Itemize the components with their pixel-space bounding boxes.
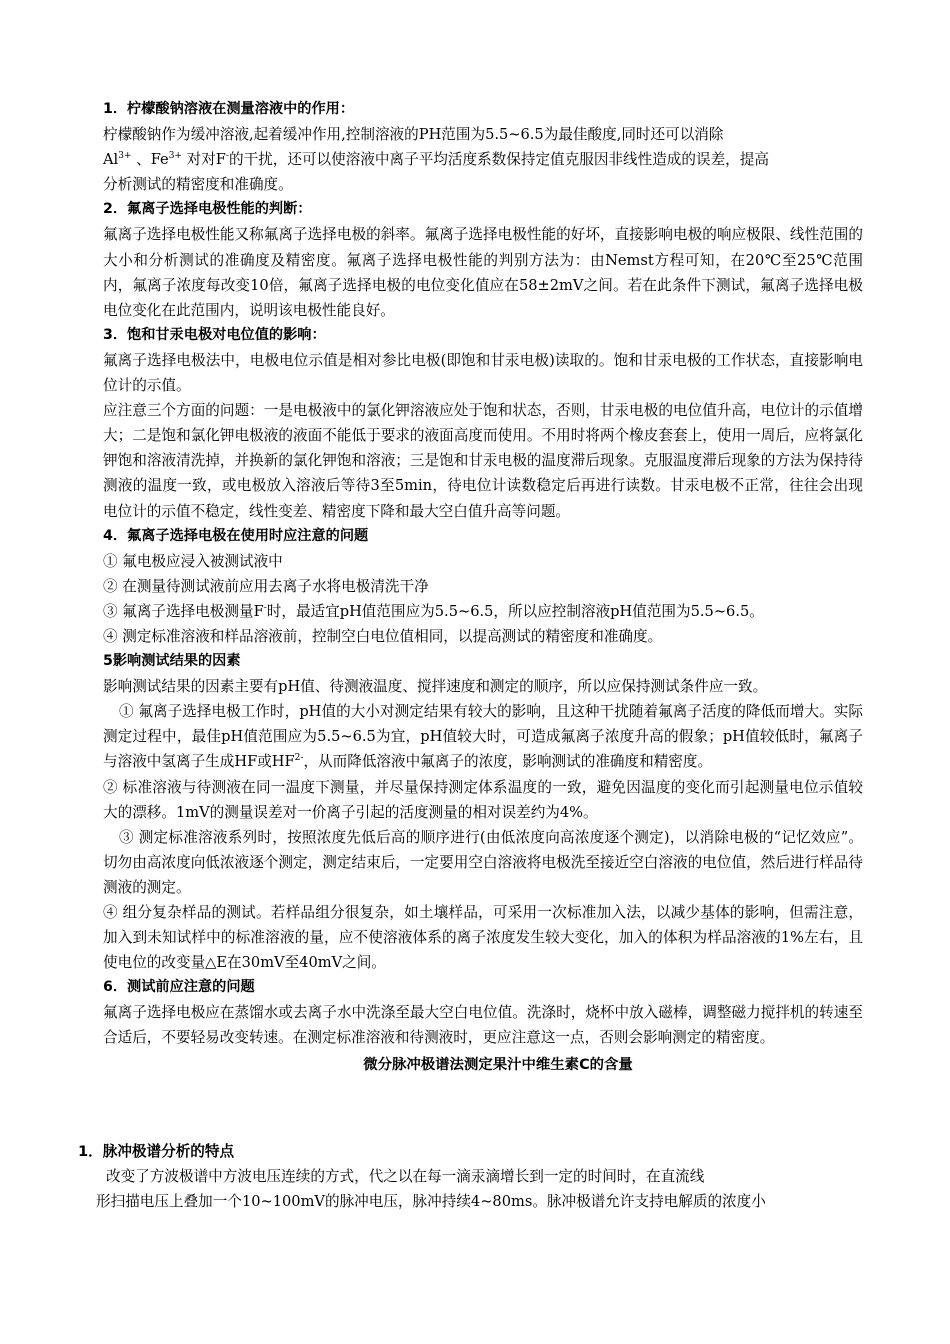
point-1-text-b: ，从而降低溶液中氟离子的浓度，影响测试的准确度和精密度。 — [303, 753, 713, 771]
point-1-text-a: ① 氟离子选择电极工作时，pH值的大小对测定结果有较大的影响，且这种干扰随着氟离子活度的降低而增大。实际测定过程中，最佳pH值范围应为5.5~6.5为宜，pH值较大时，可造成氟离子浓度升高的假象；pH值较低时，氟离子与溶液中氢离子生成HF或HF — [103, 703, 863, 771]
section-1-line-3: 分析测试的精密度和准确度。 — [103, 176, 293, 194]
item-3-text-a: ③ 氟离子选择电极测量F — [103, 602, 264, 620]
section-4-item-1: ① 氟电极应浸入被测试液中 — [103, 552, 283, 570]
section-4-item-4: ④ 测定标准溶液和样品溶液前，控制空白电位值相同，以提高测试的精密度和准确度。 — [103, 627, 663, 645]
section-3-paragraph-1: 氟离子选择电极法中，电极电位示值是相对参比电极(即饱和甘汞电极)读取的。饱和甘汞电极的工作状态，直接影响电位计的示值。 — [103, 351, 863, 395]
f-symbol: 对对F — [181, 151, 226, 169]
section-5-point-2: ② 标准溶液与待测液在同一温度下测量，并尽量保持测定体系温度的一致，避免因温度的变化而引起测量电位示值较大的漂移。1mV的测量误差对一价离子引起的活度测量的相对误差约为4%。 — [103, 778, 863, 821]
article-2-section-1-line-1: 改变了方波极谱中方波电压连续的方式，代之以在每一滴汞滴增长到一定的时间时，在直流线 — [106, 1168, 705, 1186]
section-6-paragraph: 氟离子选择电极应在蒸馏水或去离子水中洗涤至最大空白电位值。洗涤时，烧杯中放入磁棒，调整磁力搅拌机的转速至合适后，不要轻易改变转速。在测定标准溶液和待测液时，更应注意这一点，否则会影响测定的精密度。 — [103, 1004, 863, 1047]
section-5-point-4: ④ 组分复杂样品的测试。若样品组分很复杂，如土壤样品，可采用一次标准加入法，以减少基体的影响，但需注意，加入到未知试样中的标准溶液的量，应不使溶液体系的离子浓度发生较大变化，加入的体积为样品溶液的1%左右，且使电位的改变量△E在30mV至40mV之间。 — [103, 904, 863, 972]
section-1-line-1: 柠檬酸钠作为缓冲溶液,起着缓冲作用,控制溶液的PH范围为5.5~6.5为最佳酸度,同时还可以消除 — [103, 126, 724, 144]
section-1-line-2 — [103, 147, 863, 172]
al-charge: 3+ — [118, 151, 132, 162]
point-1-charge: 2- — [294, 753, 304, 764]
article-2-section-1-heading: 1．脉冲极谱分析的特点 — [78, 1143, 235, 1160]
section-1-line-2-tail: 的干扰，还可以使溶液中离子平均活度系数保持定值克服因非线性造成的误差，提高 — [228, 151, 769, 169]
section-5-point-1 — [103, 699, 863, 774]
section-5-intro: 影响测试结果的因素主要有pH值、待测液温度、搅拌速度和测定的顺序，所以应保持测试条件应一致。 — [103, 678, 768, 696]
item-3-text-b: 时，最适宜pH值范围应为5.5~6.5，所以应控制溶液pH值范围为5.5~6.5。 — [266, 602, 764, 620]
section-3-paragraph-2: 应注意三个方面的问题：一是电极液中的氯化钾溶液应处于饱和状态，否则，甘汞电极的电位值升高，电位计的示值增大；二是饱和氯化钾电极液的液面不能低于要求的液面高度而使用。不用时将两个橡皮套套上，使用一周后，应将氯化钾饱和溶液清洗掉，并换新的氯化钾饱和溶液；三是饱和甘汞电极的温度滞后现象。克服温度滞后现象的方法为保持待测液的温度一致，或电极放入溶液后等待3至5min，待电位计读数稳定后再进行读数。甘汞电极不正常，往往会出现电位计的示值不稳定，线性变差、精密度下降和最大空白值升高等问题。 — [103, 402, 863, 520]
fe-charge: 3+ — [168, 151, 182, 162]
item-3-charge: - — [263, 602, 267, 613]
section-3-heading: 3．饱和甘汞电极对电位值的影响： — [103, 326, 326, 343]
article-2-title: 微分脉冲极谱法测定果汁中维生素C的含量 — [363, 1056, 633, 1073]
f-charge: - — [225, 151, 229, 162]
section-2-paragraph: 氟离子选择电极性能又称氟离子选择电极的斜率。氟离子选择电极性能的好坏，直接影响电极的响应极限、线性范围的大小和分析测试的准确度及精密度。氟离子选择电极性能的判别方法为：由Nemst方程可知，在20℃至25℃范围内，氟离子浓度每改变10倍，氟离子选择电极的电位变化值应在58±2mV之间。若在此条件下测试，氟离子选择电极电位变化在此范围内，说明该电极性能良好。 — [103, 226, 863, 319]
section-4-item-2: ② 在测量待测试液前应用去离子水将电极清洗干净 — [103, 577, 429, 595]
article-2-body — [78, 1139, 838, 1214]
section-5-heading: 5影响测试结果的因素 — [103, 653, 241, 670]
document-page — [103, 97, 863, 1078]
section-2-heading: 2．氟离子选择电极性能的判断： — [103, 201, 312, 218]
section-4-heading: 4．氟离子选择电极在使用时应注意的问题 — [103, 527, 369, 544]
section-4-item-3 — [103, 599, 863, 624]
section-5-point-3: ③ 测定标准溶液系列时，按照浓度先低后高的顺序进行(由低浓度向高浓度逐个测定)，以消除电极的“记忆效应”。切勿由高浓度向低浓液逐个测定，测定结束后，一定要用空白溶液将电极洗至接近空白溶液的电位值，然后进行样品待测液的测定。 — [103, 828, 863, 896]
section-1-heading: 1．柠檬酸钠溶液在测量溶液中的作用： — [103, 101, 355, 117]
fe-symbol: 、Fe — [131, 151, 169, 169]
article-2-section-1-line-2: 形扫描电压上叠加一个10~100mV的脉冲电压，脉冲持续4~80ms。脉冲极谱允许支持电解质的浓度小 — [96, 1193, 766, 1211]
al-symbol: Al — [103, 151, 119, 169]
section-6-heading: 6．测试前应注意的问题 — [103, 979, 255, 996]
